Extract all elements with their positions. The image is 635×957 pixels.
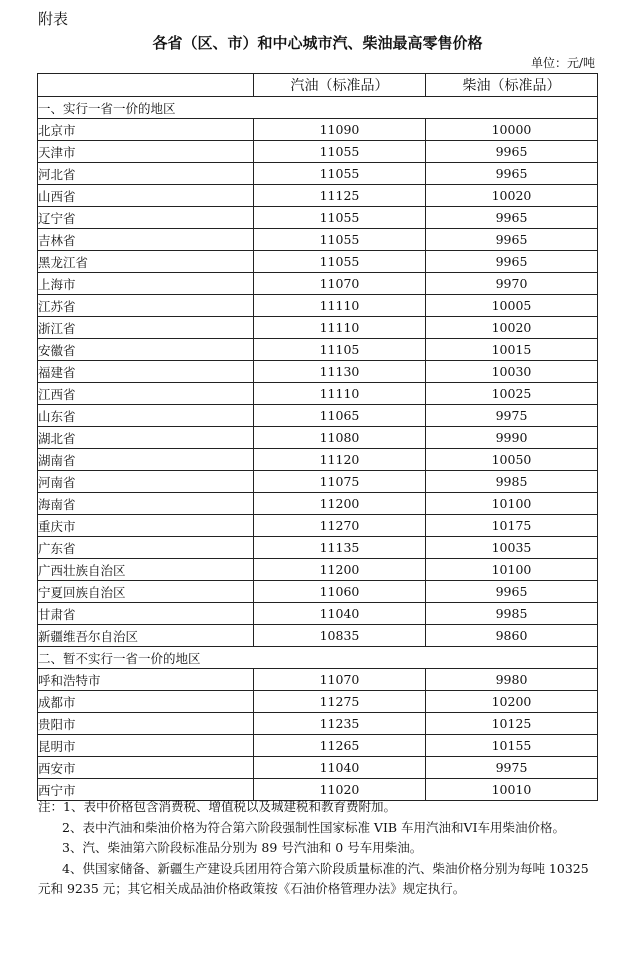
table-row (38, 581, 598, 603)
region-name: 河南省 (38, 471, 254, 493)
diesel-price: 10020 (426, 185, 598, 207)
table-row (38, 449, 598, 471)
table-header-row (38, 74, 598, 97)
gasoline-price: 11070 (254, 273, 426, 295)
region-name: 吉林省 (38, 229, 254, 251)
gasoline-price: 11265 (254, 735, 426, 757)
region-name: 湖北省 (38, 427, 254, 449)
region-name: 浙江省 (38, 317, 254, 339)
table-row (38, 361, 598, 383)
region-name: 北京市 (38, 119, 254, 141)
region-name: 黑龙江省 (38, 251, 254, 273)
table-row (38, 757, 598, 779)
table-row (38, 229, 598, 251)
gasoline-price: 11135 (254, 537, 426, 559)
region-name: 江西省 (38, 383, 254, 405)
region-name: 辽宁省 (38, 207, 254, 229)
gasoline-price: 11110 (254, 383, 426, 405)
gasoline-price: 11040 (254, 757, 426, 779)
diesel-price: 9965 (426, 163, 598, 185)
diesel-price: 9965 (426, 251, 598, 273)
gasoline-price: 11275 (254, 691, 426, 713)
region-name: 上海市 (38, 273, 254, 295)
region-name: 河北省 (38, 163, 254, 185)
region-name: 山东省 (38, 405, 254, 427)
gasoline-price: 11200 (254, 493, 426, 515)
region-name: 安徽省 (38, 339, 254, 361)
header-diesel: 柴油（标准品） (426, 74, 598, 97)
region-name: 广西壮族自治区 (38, 559, 254, 581)
header-gasoline: 汽油（标准品） (254, 74, 426, 97)
diesel-price: 9860 (426, 625, 598, 647)
table-body (38, 97, 598, 801)
table-row (38, 251, 598, 273)
gasoline-price: 11055 (254, 251, 426, 273)
region-name: 重庆市 (38, 515, 254, 537)
gasoline-price: 11235 (254, 713, 426, 735)
note-4: 4、供国家储备、新疆生产建设兵团用符合第六阶段质量标准的汽、柴油价格分别为每吨 10325 元和 9235 元；其它相关成品油价格政策按《石油价格管理办法》规定执行。 (38, 860, 589, 896)
region-name: 山西省 (38, 185, 254, 207)
section-row (38, 647, 598, 669)
section-label: 一、实行一省一价的地区 (38, 97, 598, 119)
diesel-price: 10155 (426, 735, 598, 757)
region-name: 湖南省 (38, 449, 254, 471)
table-row (38, 273, 598, 295)
header-region (38, 74, 254, 97)
region-name: 福建省 (38, 361, 254, 383)
diesel-price: 9965 (426, 581, 598, 603)
table-row (38, 383, 598, 405)
region-name: 呼和浩特市 (38, 669, 254, 691)
diesel-price: 10010 (426, 779, 598, 801)
diesel-price: 10030 (426, 361, 598, 383)
diesel-price: 9985 (426, 471, 598, 493)
table-row (38, 537, 598, 559)
section-label: 二、暂不实行一省一价的地区 (38, 647, 598, 669)
gasoline-price: 11105 (254, 339, 426, 361)
diesel-price: 9970 (426, 273, 598, 295)
table-row (38, 207, 598, 229)
region-name: 天津市 (38, 141, 254, 163)
table-row (38, 669, 598, 691)
table-row (38, 185, 598, 207)
page-title: 各省（区、市）和中心城市汽、柴油最高零售价格 (152, 34, 483, 52)
table-row (38, 735, 598, 757)
diesel-price: 10020 (426, 317, 598, 339)
table-row (38, 713, 598, 735)
diesel-price: 10005 (426, 295, 598, 317)
diesel-price: 9990 (426, 427, 598, 449)
price-table (37, 73, 598, 801)
diesel-price: 10125 (426, 713, 598, 735)
diesel-price: 10015 (426, 339, 598, 361)
note-1: 注：1、表中价格包含消费税、增值税以及城建税和教育费附加。 (38, 799, 396, 814)
region-name: 贵阳市 (38, 713, 254, 735)
diesel-price: 10100 (426, 493, 598, 515)
gasoline-price: 10835 (254, 625, 426, 647)
diesel-price: 9965 (426, 229, 598, 251)
diesel-price: 9975 (426, 757, 598, 779)
region-name: 新疆维吾尔自治区 (38, 625, 254, 647)
table-row (38, 405, 598, 427)
gasoline-price: 11055 (254, 141, 426, 163)
gasoline-price: 11120 (254, 449, 426, 471)
gasoline-price: 11110 (254, 295, 426, 317)
table-row (38, 603, 598, 625)
gasoline-price: 11020 (254, 779, 426, 801)
gasoline-price: 11200 (254, 559, 426, 581)
table-row (38, 317, 598, 339)
diesel-price: 10200 (426, 691, 598, 713)
diesel-price: 10050 (426, 449, 598, 471)
gasoline-price: 11125 (254, 185, 426, 207)
diesel-price: 10025 (426, 383, 598, 405)
region-name: 海南省 (38, 493, 254, 515)
region-name: 江苏省 (38, 295, 254, 317)
diesel-price: 9980 (426, 669, 598, 691)
diesel-price: 10035 (426, 537, 598, 559)
table-row (38, 141, 598, 163)
diesel-price: 10000 (426, 119, 598, 141)
diesel-price: 9965 (426, 141, 598, 163)
table-row (38, 625, 598, 647)
gasoline-price: 11070 (254, 669, 426, 691)
table-row (38, 163, 598, 185)
gasoline-price: 11110 (254, 317, 426, 339)
table-row (38, 691, 598, 713)
gasoline-price: 11060 (254, 581, 426, 603)
gasoline-price: 11055 (254, 207, 426, 229)
notes (38, 797, 600, 900)
gasoline-price: 11055 (254, 229, 426, 251)
region-name: 甘肃省 (38, 603, 254, 625)
diesel-price: 10100 (426, 559, 598, 581)
region-name: 西宁市 (38, 779, 254, 801)
section-row (38, 97, 598, 119)
gasoline-price: 11075 (254, 471, 426, 493)
table-row (38, 559, 598, 581)
table-row (38, 471, 598, 493)
diesel-price: 10175 (426, 515, 598, 537)
region-name: 广东省 (38, 537, 254, 559)
table-row (38, 515, 598, 537)
note-3: 3、汽、柴油第六阶段标准品分别为 89 号汽油和 0 号车用柴油。 (62, 840, 423, 855)
note-2: 2、表中汽油和柴油价格为符合第六阶段强制性国家标准 VIB 车用汽油和VI车用柴油价格。 (62, 819, 566, 835)
region-name: 昆明市 (38, 735, 254, 757)
gasoline-price: 11080 (254, 427, 426, 449)
gasoline-price: 11270 (254, 515, 426, 537)
attachment-label: 附表 (38, 10, 69, 28)
table-row (38, 493, 598, 515)
table-row (38, 339, 598, 361)
diesel-price: 9985 (426, 603, 598, 625)
table-row (38, 295, 598, 317)
region-name: 宁夏回族自治区 (38, 581, 254, 603)
gasoline-price: 11065 (254, 405, 426, 427)
gasoline-price: 11130 (254, 361, 426, 383)
region-name: 成都市 (38, 691, 254, 713)
table-row (38, 427, 598, 449)
gasoline-price: 11090 (254, 119, 426, 141)
diesel-price: 9975 (426, 405, 598, 427)
region-name: 西安市 (38, 757, 254, 779)
table-row (38, 119, 598, 141)
unit-label: 单位：元/吨 (530, 56, 595, 70)
gasoline-price: 11055 (254, 163, 426, 185)
diesel-price: 9965 (426, 207, 598, 229)
gasoline-price: 11040 (254, 603, 426, 625)
